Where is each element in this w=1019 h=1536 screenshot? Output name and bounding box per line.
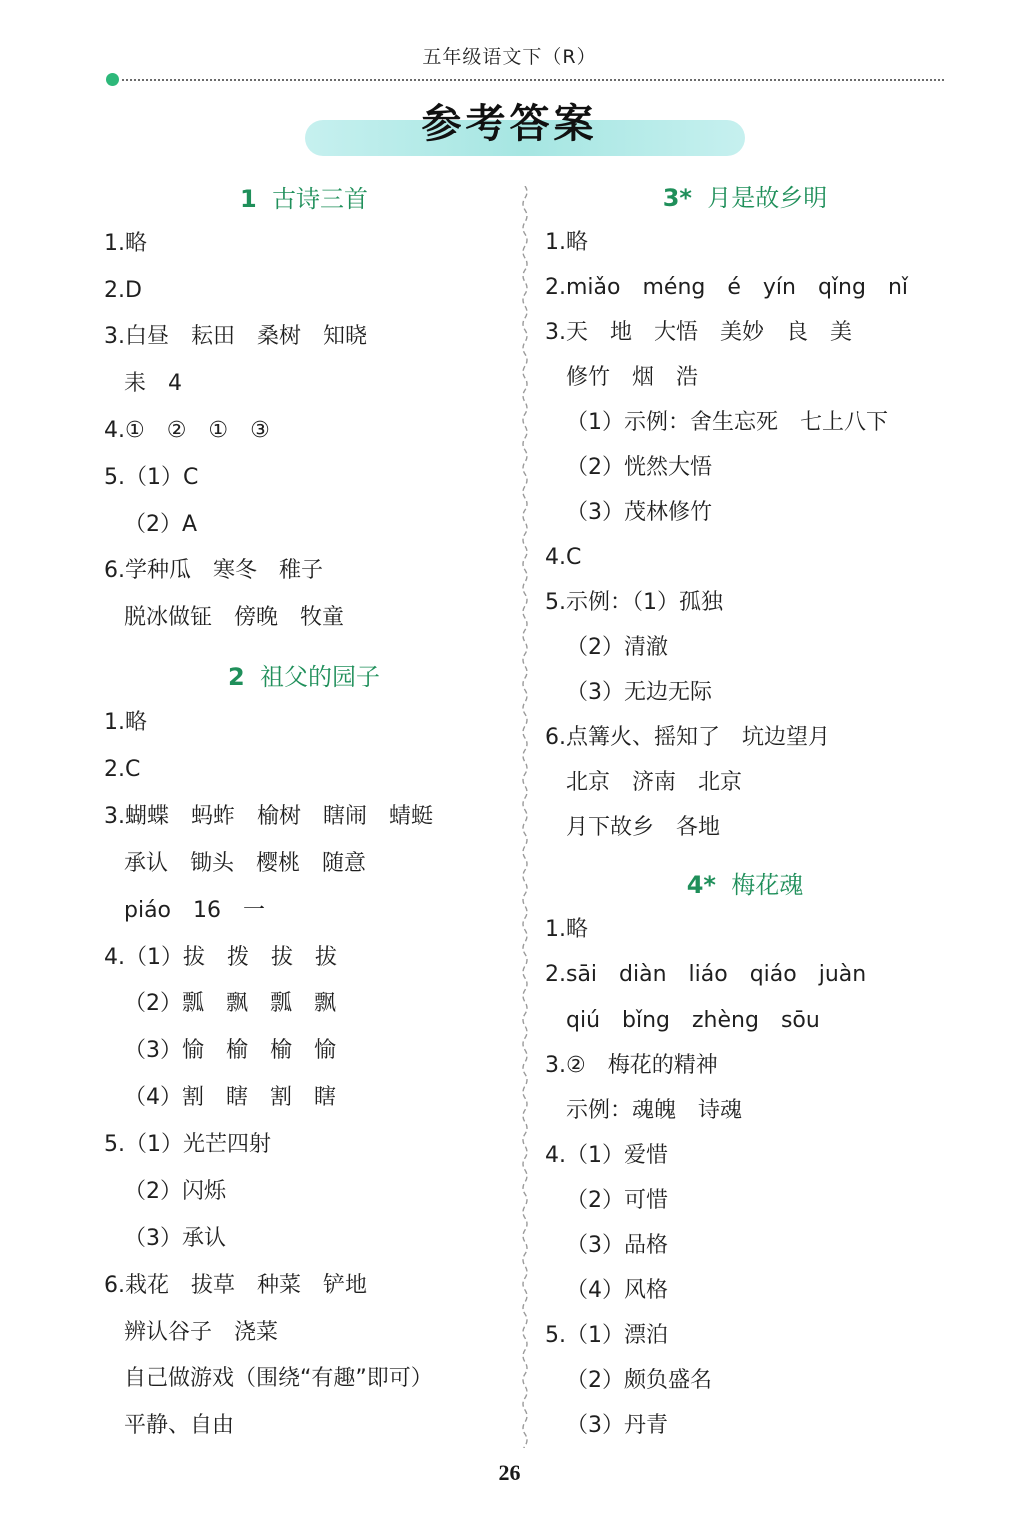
section-name: 祖父的园子 <box>259 663 380 691</box>
answer-line: 耒 4 <box>124 371 182 396</box>
answer-line: 4.① ② ① ③ <box>104 418 270 443</box>
answer-line: 3.② 梅花的精神 <box>545 1053 718 1078</box>
answer-line: 示例：魂魄 诗魂 <box>566 1098 743 1123</box>
section-name: 月是故乡明 <box>707 184 828 212</box>
answer-line: （3）品格 <box>566 1233 668 1258</box>
answer-line: 4.C <box>545 545 582 570</box>
answer-line: 2.D <box>104 278 142 303</box>
section-title <box>104 662 504 692</box>
main-title: 参考答案 <box>421 101 598 147</box>
answer-line: （3）无边无际 <box>566 680 712 705</box>
answer-line: （2）恍然大悟 <box>566 455 712 480</box>
section-title <box>104 184 504 214</box>
answer-line: 5.（1）光芒四射 <box>104 1132 271 1157</box>
answer-line: 3.天 地 大悟 美妙 良 美 <box>545 320 852 345</box>
answer-line: 脱冰做钲 傍晚 牧童 <box>124 605 345 630</box>
section-number: 2 <box>228 663 245 691</box>
answer-line: （3）丹青 <box>566 1413 668 1438</box>
answer-line: （3）愉 榆 榆 愉 <box>124 1038 336 1063</box>
answer-line: 承认 锄头 樱桃 随意 <box>124 851 367 876</box>
answer-line: （2）颇负盛名 <box>566 1368 712 1393</box>
answer-line: 月下故乡 各地 <box>566 815 721 840</box>
answer-line: 2.C <box>104 757 141 782</box>
answer-line: （4）风格 <box>566 1278 668 1303</box>
answer-line: 2.sāi diàn liáo qiáo juàn <box>545 962 867 987</box>
section-number: 1 <box>240 185 257 213</box>
section-name: 古诗三首 <box>271 185 368 213</box>
column-divider <box>518 186 532 1448</box>
answer-line: 3.蝴蝶 蚂蚱 榆树 瞎闹 蜻蜓 <box>104 804 433 829</box>
header-dot-icon <box>106 73 119 86</box>
answer-line: 5.（1）C <box>104 465 199 490</box>
page-number: 26 <box>498 1460 521 1485</box>
answer-line: 1.略 <box>545 230 588 255</box>
answer-line: 北京 济南 北京 <box>566 770 743 795</box>
answer-line: 4.（1）拔 拨 拔 拔 <box>104 945 337 970</box>
answer-line: 1.略 <box>104 710 147 735</box>
answer-line: 自己做游戏（围绕“有趣”即可） <box>124 1366 433 1391</box>
answer-line: 5.（1）漂泊 <box>545 1323 668 1348</box>
answer-line: （1）示例：舍生忘死 七上八下 <box>566 410 888 435</box>
section-title <box>545 870 945 900</box>
page-header-title: 五年级语文下（R） <box>422 46 597 68</box>
answer-line: 1.略 <box>104 231 147 256</box>
answer-line: 5.示例：（1）孤独 <box>545 590 723 615</box>
section-name: 梅花魂 <box>731 871 804 899</box>
answer-line: 2.miǎo méng é yín qǐng nǐ <box>545 275 909 300</box>
section-number: 3* <box>662 184 692 212</box>
answer-line: piáo 16 一 <box>124 898 266 923</box>
answer-line: qiú bǐng zhèng sōu <box>566 1008 820 1033</box>
answer-line: 4.（1）爱惜 <box>545 1143 668 1168</box>
answer-line: 辨认谷子 浇菜 <box>124 1320 279 1345</box>
answer-line: 1.略 <box>545 917 588 942</box>
answer-line: （2）A <box>124 512 198 537</box>
answer-line: 6.学种瓜 寒冬 稚子 <box>104 558 323 583</box>
answer-line: 3.白昼 耘田 桑树 知晓 <box>104 324 367 349</box>
answer-line: 平静、自由 <box>124 1413 235 1438</box>
answer-line: 6.点篝火、摇知了 坑边望月 <box>545 725 830 750</box>
answer-line: （2）闪烁 <box>124 1179 226 1204</box>
answer-line: 6.栽花 拔草 种菜 铲地 <box>104 1273 367 1298</box>
answer-line: 修竹 烟 浩 <box>566 365 699 390</box>
answer-line: （3）承认 <box>124 1226 226 1251</box>
answer-line: （2）瓢 飘 瓢 飘 <box>124 991 336 1016</box>
answer-line: （4）割 瞎 割 瞎 <box>124 1085 336 1110</box>
section-title <box>545 183 945 213</box>
section-number: 4* <box>686 871 716 899</box>
header-dotted-rule <box>122 79 944 81</box>
answer-line: （2）清澈 <box>566 635 668 660</box>
answer-line: （3）茂林修竹 <box>566 500 712 525</box>
answer-line: （2）可惜 <box>566 1188 668 1213</box>
